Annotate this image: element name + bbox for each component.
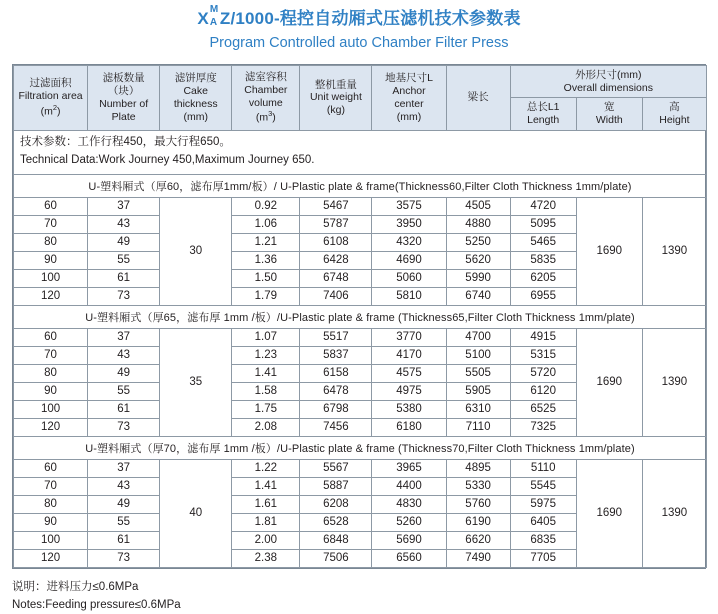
- header-unit-weight: [300, 65, 372, 130]
- header-overall-dimensions: [510, 65, 706, 98]
- cell-anchor: 4575: [372, 364, 446, 382]
- cell-length: 7325: [510, 418, 576, 436]
- cell-volume: 1.75: [232, 400, 300, 418]
- cell-beam: 5620: [446, 251, 510, 269]
- cell-volume: 1.36: [232, 251, 300, 269]
- cell-beam: 5330: [446, 477, 510, 495]
- model-subscript-group: [209, 3, 219, 29]
- cell-weight: 6478: [300, 382, 372, 400]
- cell-volume: 1.79: [232, 287, 300, 305]
- header-anchor-center-cn: 地基尺寸L: [385, 72, 433, 85]
- cell-beam: 4895: [446, 459, 510, 477]
- header-overall-en: Overall dimensions: [563, 81, 653, 94]
- header-unit-weight-en: Unit weight: [309, 91, 362, 104]
- cell-weight: 6848: [300, 531, 372, 549]
- header-anchor-center-en2: center: [394, 97, 424, 110]
- cell-length: 6955: [510, 287, 576, 305]
- cell-volume: 2.00: [232, 531, 300, 549]
- notes-english: Notes:Feeding pressure≤0.6MPa: [12, 598, 181, 611]
- cell-weight: 5837: [300, 346, 372, 364]
- header-width-en: Width: [595, 114, 623, 127]
- cell-weight: 5887: [300, 477, 372, 495]
- cell-overall-height: 1390: [642, 197, 706, 305]
- cell-anchor: 5060: [372, 269, 446, 287]
- header-length-cn: 总长L1: [526, 101, 560, 114]
- cell-volume: 1.07: [232, 328, 300, 346]
- cell-area: 80: [14, 233, 88, 251]
- cell-plates: 49: [88, 364, 160, 382]
- cell-length: 5975: [510, 495, 576, 513]
- cell-area: 60: [14, 197, 88, 215]
- section-band-2: U-塑料厢式（厚65，滤布厚 1mm /板）/U-Plastic plate & frame (Thickness65,Filter Cloth Thickness 1mm/plate): [14, 305, 707, 328]
- cell-area: 90: [14, 251, 88, 269]
- cell-plates: 43: [88, 346, 160, 364]
- cell-weight: 7406: [300, 287, 372, 305]
- header-filtration-area-en: Filtration area: [18, 90, 83, 103]
- header-unit-weight-unit: (kg): [326, 104, 345, 117]
- header-anchor-center-unit: (mm): [396, 110, 422, 123]
- header-chamber-volume-en1: Chamber: [244, 83, 288, 96]
- cell-beam: 5100: [446, 346, 510, 364]
- section-band-1: U-塑料厢式（厚60，滤布厚1mm/板）/ U-Plastic plate & frame(Thickness60,Filter Cloth Thickness 1mm/plate): [14, 174, 707, 197]
- cell-beam: 5250: [446, 233, 510, 251]
- header-plate-number-en2: Plate: [111, 110, 136, 123]
- cell-area: 100: [14, 400, 88, 418]
- cell-volume: 2.38: [232, 549, 300, 567]
- cell-plates: 37: [88, 459, 160, 477]
- cell-weight: 6428: [300, 251, 372, 269]
- cell-beam: 4700: [446, 328, 510, 346]
- cell-area: 120: [14, 549, 88, 567]
- cell-length: 5835: [510, 251, 576, 269]
- cell-weight: 6528: [300, 513, 372, 531]
- cell-anchor: 6560: [372, 549, 446, 567]
- cell-beam: 6620: [446, 531, 510, 549]
- cell-anchor: 4170: [372, 346, 446, 364]
- cell-length: 5095: [510, 215, 576, 233]
- cell-length: 5110: [510, 459, 576, 477]
- header-cake-thickness-en2: thickness: [173, 97, 218, 110]
- cell-beam: 6310: [446, 400, 510, 418]
- table-row: [14, 459, 707, 477]
- spec-table: [13, 65, 707, 568]
- section-band-3: U-塑料厢式（厚70，滤布厚 1mm /板）/U-Plastic plate & frame (Thickness70,Filter Cloth Thickness 1mm/plate): [14, 436, 707, 459]
- cell-area: 120: [14, 287, 88, 305]
- cell-anchor: 3575: [372, 197, 446, 215]
- page-title-chinese: [0, 3, 718, 29]
- cell-cake-thickness: 35: [160, 328, 232, 436]
- model-suffix: Z/1000-: [219, 9, 280, 28]
- cell-length: 7705: [510, 549, 576, 567]
- spec-table-wrapper: [12, 64, 706, 569]
- header-cake-thickness-en1: Cake: [183, 85, 208, 98]
- header-chamber-volume-en2: volume: [248, 96, 283, 109]
- cell-length: 5720: [510, 364, 576, 382]
- cell-weight: 5787: [300, 215, 372, 233]
- cell-anchor: 4690: [372, 251, 446, 269]
- cell-plates: 55: [88, 251, 160, 269]
- cell-length: 5545: [510, 477, 576, 495]
- cell-plates: 55: [88, 513, 160, 531]
- cell-length: 6205: [510, 269, 576, 287]
- cell-area: 90: [14, 513, 88, 531]
- cell-plates: 49: [88, 495, 160, 513]
- cell-area: 70: [14, 346, 88, 364]
- cell-cake-thickness: 30: [160, 197, 232, 305]
- page-title-text: 程控自动厢式压滤机技术参数表: [279, 9, 521, 28]
- cell-area: 80: [14, 495, 88, 513]
- cell-anchor: 3965: [372, 459, 446, 477]
- tech-data-cell: [14, 130, 707, 174]
- section-band-row-2: [14, 305, 707, 328]
- cell-plates: 73: [88, 549, 160, 567]
- cell-weight: 6158: [300, 364, 372, 382]
- header-filtration-area-unit: $(m^2)$: [40, 103, 61, 118]
- cell-area: 60: [14, 459, 88, 477]
- cell-plates: 73: [88, 418, 160, 436]
- cell-anchor: 4830: [372, 495, 446, 513]
- cell-weight: 7456: [300, 418, 372, 436]
- header-cake-thickness-cn: 滤饼厚度: [174, 72, 217, 85]
- cell-anchor: 5810: [372, 287, 446, 305]
- header-plate-number-unit: （块）: [107, 85, 140, 98]
- header-anchor-center: [372, 65, 446, 130]
- cell-beam: 7490: [446, 549, 510, 567]
- cell-anchor: 4320: [372, 233, 446, 251]
- cell-plates: 61: [88, 269, 160, 287]
- cell-volume: 1.23: [232, 346, 300, 364]
- header-length-en: Length: [527, 114, 560, 127]
- cell-volume: 2.08: [232, 418, 300, 436]
- header-chamber-volume-cn: 滤室容积: [244, 71, 287, 84]
- cell-plates: 37: [88, 197, 160, 215]
- header-filtration-area-cn: 过滤面积: [29, 77, 72, 90]
- cell-weight: 5567: [300, 459, 372, 477]
- cell-anchor: 6180: [372, 418, 446, 436]
- tech-data-row: [14, 130, 707, 174]
- notes-area: [12, 578, 718, 614]
- cell-area: 100: [14, 531, 88, 549]
- model-code: [197, 3, 280, 29]
- table-row: [14, 328, 707, 346]
- table-header: [14, 65, 707, 130]
- header-chamber-volume-unit: $(m^3)$: [255, 109, 276, 124]
- cell-anchor: 5260: [372, 513, 446, 531]
- cell-plates: 37: [88, 328, 160, 346]
- header-filtration-area: [14, 65, 88, 130]
- cell-plates: 43: [88, 477, 160, 495]
- cell-area: 80: [14, 364, 88, 382]
- header-plate-number-en1: Number of: [99, 97, 149, 110]
- cell-volume: 1.61: [232, 495, 300, 513]
- cell-overall-width: 1690: [576, 197, 642, 305]
- cell-plates: 43: [88, 215, 160, 233]
- header-cake-thickness-unit: (mm): [183, 110, 208, 123]
- cell-volume: 1.22: [232, 459, 300, 477]
- header-beam-length: [446, 65, 510, 130]
- header-plate-number: [88, 65, 160, 130]
- cell-area: 100: [14, 269, 88, 287]
- cell-volume: 1.41: [232, 477, 300, 495]
- cell-length: 5465: [510, 233, 576, 251]
- model-subscript-a: A: [209, 16, 218, 28]
- cell-beam: 5505: [446, 364, 510, 382]
- cell-area: 70: [14, 215, 88, 233]
- cell-area: 60: [14, 328, 88, 346]
- cell-plates: 49: [88, 233, 160, 251]
- cell-overall-height: 1390: [642, 328, 706, 436]
- page-title-english: Program Controlled auto Chamber Filter Press: [209, 35, 509, 52]
- table-body: [14, 197, 707, 567]
- cell-volume: 1.06: [232, 215, 300, 233]
- header-chamber-volume: [232, 65, 300, 130]
- header-height-cn: 高: [669, 101, 680, 114]
- cell-length: 6835: [510, 531, 576, 549]
- cell-cake-thickness: 40: [160, 459, 232, 567]
- notes-chinese: 说明：进料压力≤0.6MPa: [12, 580, 139, 593]
- header-width-cn: 宽: [604, 101, 615, 114]
- cell-volume: 1.50: [232, 269, 300, 287]
- cell-area: 70: [14, 477, 88, 495]
- cell-overall-width: 1690: [576, 328, 642, 436]
- header-overall-cn: 外形尺寸(mm): [575, 68, 642, 81]
- cell-weight: 6208: [300, 495, 372, 513]
- cell-beam: 5905: [446, 382, 510, 400]
- cell-length: 6525: [510, 400, 576, 418]
- header-row-main: [14, 65, 707, 98]
- cell-volume: 1.58: [232, 382, 300, 400]
- cell-weight: 7506: [300, 549, 372, 567]
- header-overall-width: [576, 98, 642, 131]
- tech-data-chinese: 技术参数：工作行程450，最大行程650。: [20, 135, 231, 148]
- cell-volume: 1.81: [232, 513, 300, 531]
- cell-overall-width: 1690: [576, 459, 642, 567]
- cell-weight: 6748: [300, 269, 372, 287]
- section-band-row-1: [14, 174, 707, 197]
- cell-anchor: 3950: [372, 215, 446, 233]
- cell-plates: 55: [88, 382, 160, 400]
- cell-volume: 1.41: [232, 364, 300, 382]
- cell-beam: 6740: [446, 287, 510, 305]
- cell-length: 4720: [510, 197, 576, 215]
- cell-plates: 61: [88, 531, 160, 549]
- header-beam-length-cn: 梁长: [467, 91, 489, 104]
- cell-weight: 6108: [300, 233, 372, 251]
- cell-length: 6120: [510, 382, 576, 400]
- cell-length: 5315: [510, 346, 576, 364]
- cell-weight: 5467: [300, 197, 372, 215]
- section-band-row-3: [14, 436, 707, 459]
- cell-anchor: 4400: [372, 477, 446, 495]
- table-row: [14, 197, 707, 215]
- cell-plates: 61: [88, 400, 160, 418]
- header-plate-number-cn: 滤板数量: [102, 72, 145, 85]
- model-prefix: X: [197, 9, 209, 28]
- cell-beam: 5760: [446, 495, 510, 513]
- tech-data-english: Technical Data:Work Journey 450,Maximum Journey 650.: [20, 153, 315, 166]
- cell-overall-height: 1390: [642, 459, 706, 567]
- cell-volume: 0.92: [232, 197, 300, 215]
- cell-area: 120: [14, 418, 88, 436]
- cell-anchor: 4975: [372, 382, 446, 400]
- title-area: [0, 0, 718, 53]
- cell-beam: 5990: [446, 269, 510, 287]
- cell-weight: 6798: [300, 400, 372, 418]
- cell-anchor: 3770: [372, 328, 446, 346]
- header-anchor-center-en1: Anchor: [392, 85, 426, 98]
- header-height-en: Height: [659, 114, 690, 127]
- cell-beam: 4880: [446, 215, 510, 233]
- header-overall-length: [510, 98, 576, 131]
- cell-plates: 73: [88, 287, 160, 305]
- cell-beam: 4505: [446, 197, 510, 215]
- header-cake-thickness: [160, 65, 232, 130]
- model-superscript-m: M: [209, 3, 219, 15]
- header-overall-height: [642, 98, 706, 131]
- header-unit-weight-cn: 整机重量: [314, 78, 357, 91]
- cell-length: 6405: [510, 513, 576, 531]
- cell-weight: 5517: [300, 328, 372, 346]
- cell-beam: 7110: [446, 418, 510, 436]
- cell-anchor: 5690: [372, 531, 446, 549]
- cell-volume: 1.21: [232, 233, 300, 251]
- cell-length: 4915: [510, 328, 576, 346]
- cell-anchor: 5380: [372, 400, 446, 418]
- cell-area: 90: [14, 382, 88, 400]
- cell-beam: 6190: [446, 513, 510, 531]
